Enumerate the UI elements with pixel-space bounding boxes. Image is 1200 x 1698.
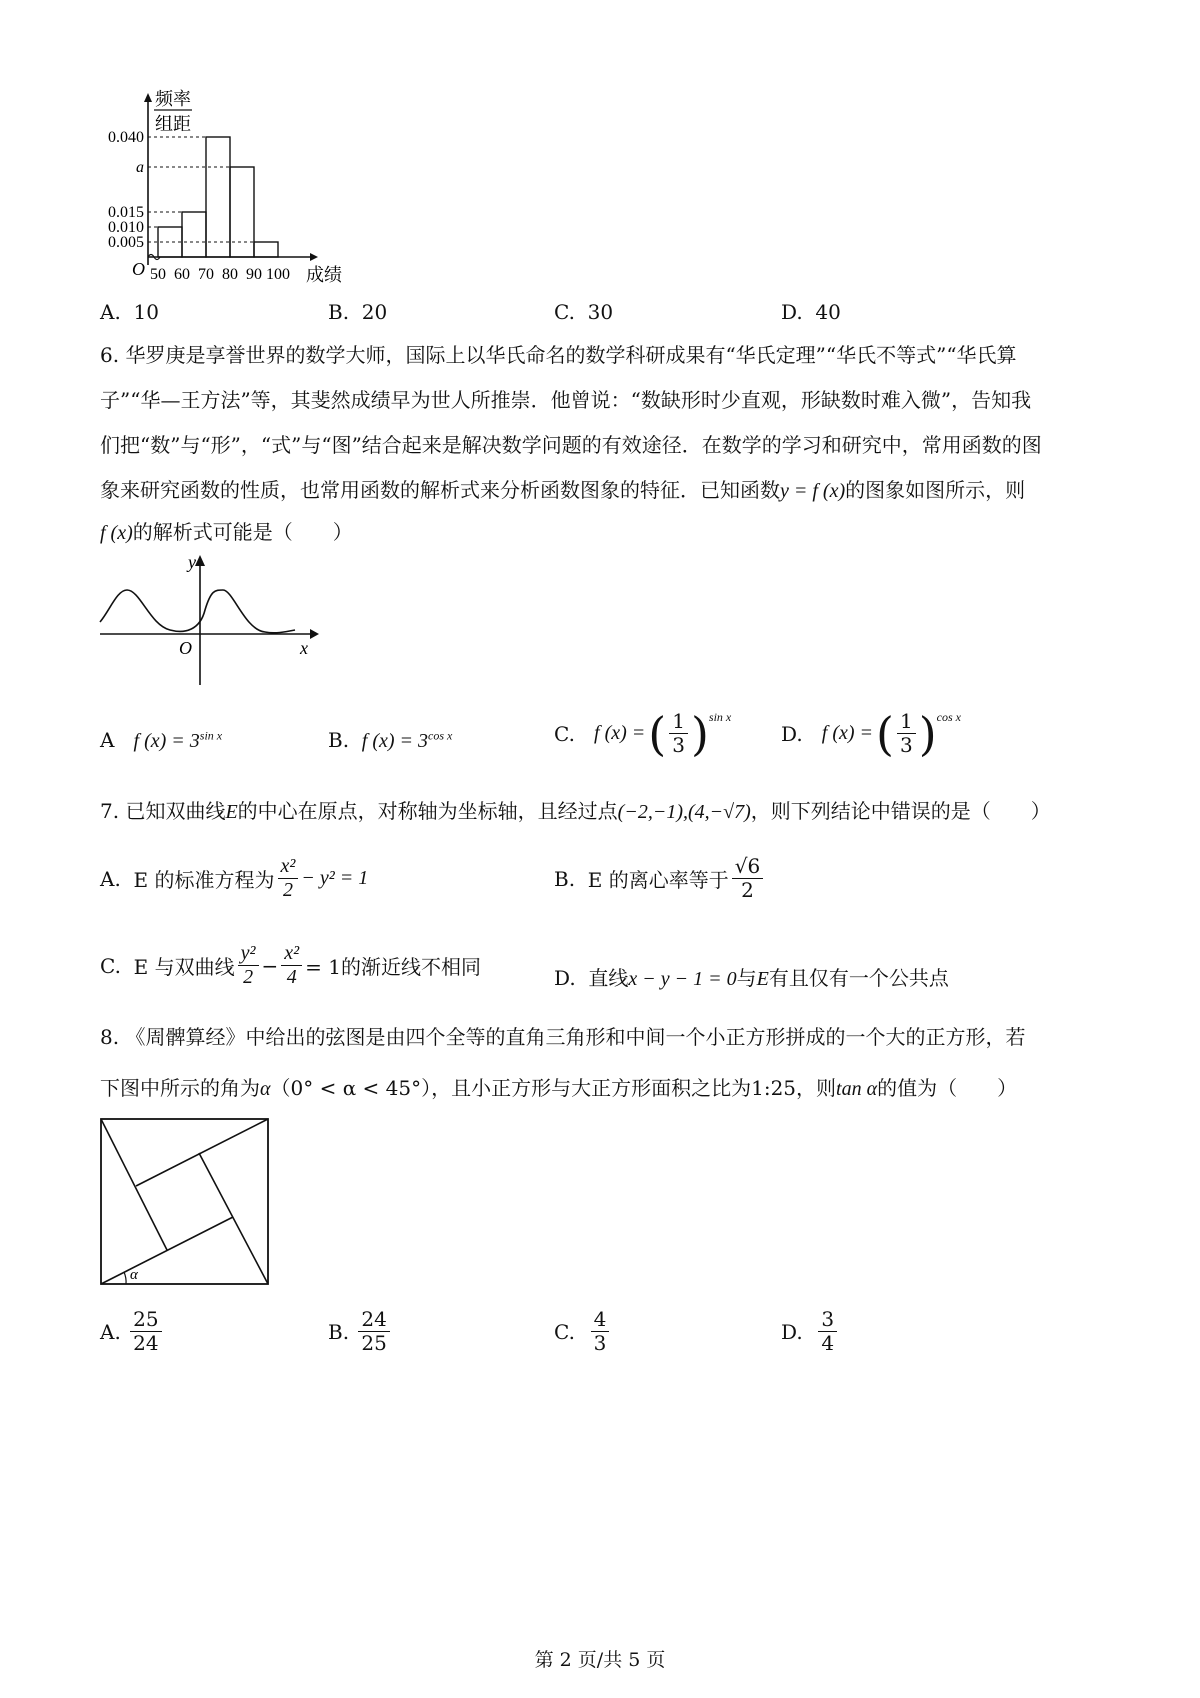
q8-option-c[interactable]: C. $\frac{4}{3}$ [554, 1308, 612, 1355]
y-tick-label: 0.005 [108, 234, 144, 251]
q5-option-c[interactable]: C. 30 [554, 300, 614, 324]
q8-option-a[interactable]: A. $\frac{25}{24}$ [100, 1308, 165, 1355]
histogram-bar [206, 137, 230, 257]
histogram-bar [254, 242, 278, 257]
q6-option-a[interactable]: A f $(x) = 3^{sin x}$ [100, 728, 223, 752]
x-tick-label: 90 [246, 266, 262, 283]
q5-option-a[interactable]: A. 10 [100, 300, 159, 324]
y-tick-label: 0.010 [108, 219, 144, 236]
q6-option-d[interactable]: D. f (x) = ( $\frac{1}{3}$ ) $^{cos x}$ [781, 706, 961, 761]
histogram-bar [182, 212, 206, 257]
q6-option-b[interactable]: B. f $(x) = 3^{cos x}$ [328, 728, 453, 752]
q8-option-b[interactable]: B. $\frac{24}{25}$ [328, 1308, 393, 1355]
frequency-histogram [100, 85, 390, 290]
q6-line-2: 子”“华—王方法”等，其斐然成绩早为世人所推崇．他曾说：“数缺形时少直观，形缺数时难入微”，告知我 [100, 388, 1032, 412]
y-tick-label: a [136, 159, 144, 176]
xian-diagram [98, 1116, 273, 1288]
page-footer: 第 2 页/共 5 页 [534, 1649, 666, 1671]
q6-option-c[interactable]: C. f (x) = ( $\frac{1}{3}$ ) $^{sin x}$ [554, 706, 732, 761]
x-tick-label: 100 [266, 266, 290, 283]
q6-line-4: 象来研究函数的性质，也常用函数的解析式来分析函数图象的特征．已知函数y = f (x)的图象如图所示，则 [100, 478, 1026, 502]
x-tick-label: 60 [174, 266, 190, 283]
x-axis-label: x [300, 638, 308, 658]
y-tick-label: 0.015 [108, 204, 144, 221]
y-tick-label: 0.040 [108, 129, 144, 146]
origin-label: O [179, 638, 192, 658]
alpha-angle-label: α [130, 1267, 138, 1283]
q8-line-1: 8. 《周髀算经》中给出的弦图是由四个全等的直角三角形和中间一个小正方形拼成的一个大的正方形，若 [100, 1025, 1026, 1049]
q7-option-d[interactable]: D. 直线x − y − 1 = 0与E有且仅有一个公共点 [554, 966, 949, 990]
q5-option-b[interactable]: B. 20 [328, 300, 388, 324]
y-axis-title-bottom: 组距 [155, 114, 191, 135]
x-axis-title: 成绩 [306, 265, 342, 286]
x-axis-arrow [310, 253, 318, 261]
q8-option-d[interactable]: D. $\frac{3}{4}$ [781, 1308, 840, 1355]
x-tick-label: 50 [150, 266, 166, 283]
q7-stem: 7. 已知双曲线E的中心在原点，对称轴为坐标轴，且经过点(−2,−1),(4,−√7)，则下列结论中错误的是（ ） [100, 799, 1051, 823]
histogram-bar [230, 167, 254, 257]
x-tick-label: 80 [222, 266, 238, 283]
function-graph [95, 550, 325, 690]
y-axis-title-top: 频率 [155, 89, 191, 110]
q7-option-b[interactable]: B. E 的离心率等于 $\frac{√6}{2}$ [554, 855, 766, 902]
function-curve [100, 590, 295, 633]
q8-line-2: 下图中所示的角为α（0° < α < 45°），且小正方形与大正方形面积之比为1:25，则tan α的值为（ ） [100, 1076, 1018, 1100]
q6-line-3: 们把“数”与“形”，“式”与“图”结合起来是解决数学问题的有效途径．在数学的学习和研究中，常用函数的图 [100, 433, 1042, 457]
q6-line-1: 6. 华罗庚是享誉世界的数学大师，国际上以华氏命名的数学科研成果有“华氏定理”“华氏不等式”“华氏算 [100, 343, 1017, 367]
q7-option-a[interactable]: A. E 的标准方程为 $\frac{\text{x²}}{2}$ − y² = 1 [100, 855, 369, 901]
x-tick-label: 70 [198, 266, 214, 283]
y-axis-label: y [188, 552, 196, 572]
q7-option-c[interactable]: C. E 与双曲线 $\frac{\text{y²}}{2}$ − $\frac{\text{x²}}{4}$ = 1的渐近线不相同 [100, 942, 481, 988]
origin-label: O [132, 259, 145, 279]
y-axis-arrow [144, 93, 152, 102]
q6-line-5: f (x)的解析式可能是（ ） [100, 520, 353, 544]
q5-option-d[interactable]: D. 40 [781, 300, 841, 324]
